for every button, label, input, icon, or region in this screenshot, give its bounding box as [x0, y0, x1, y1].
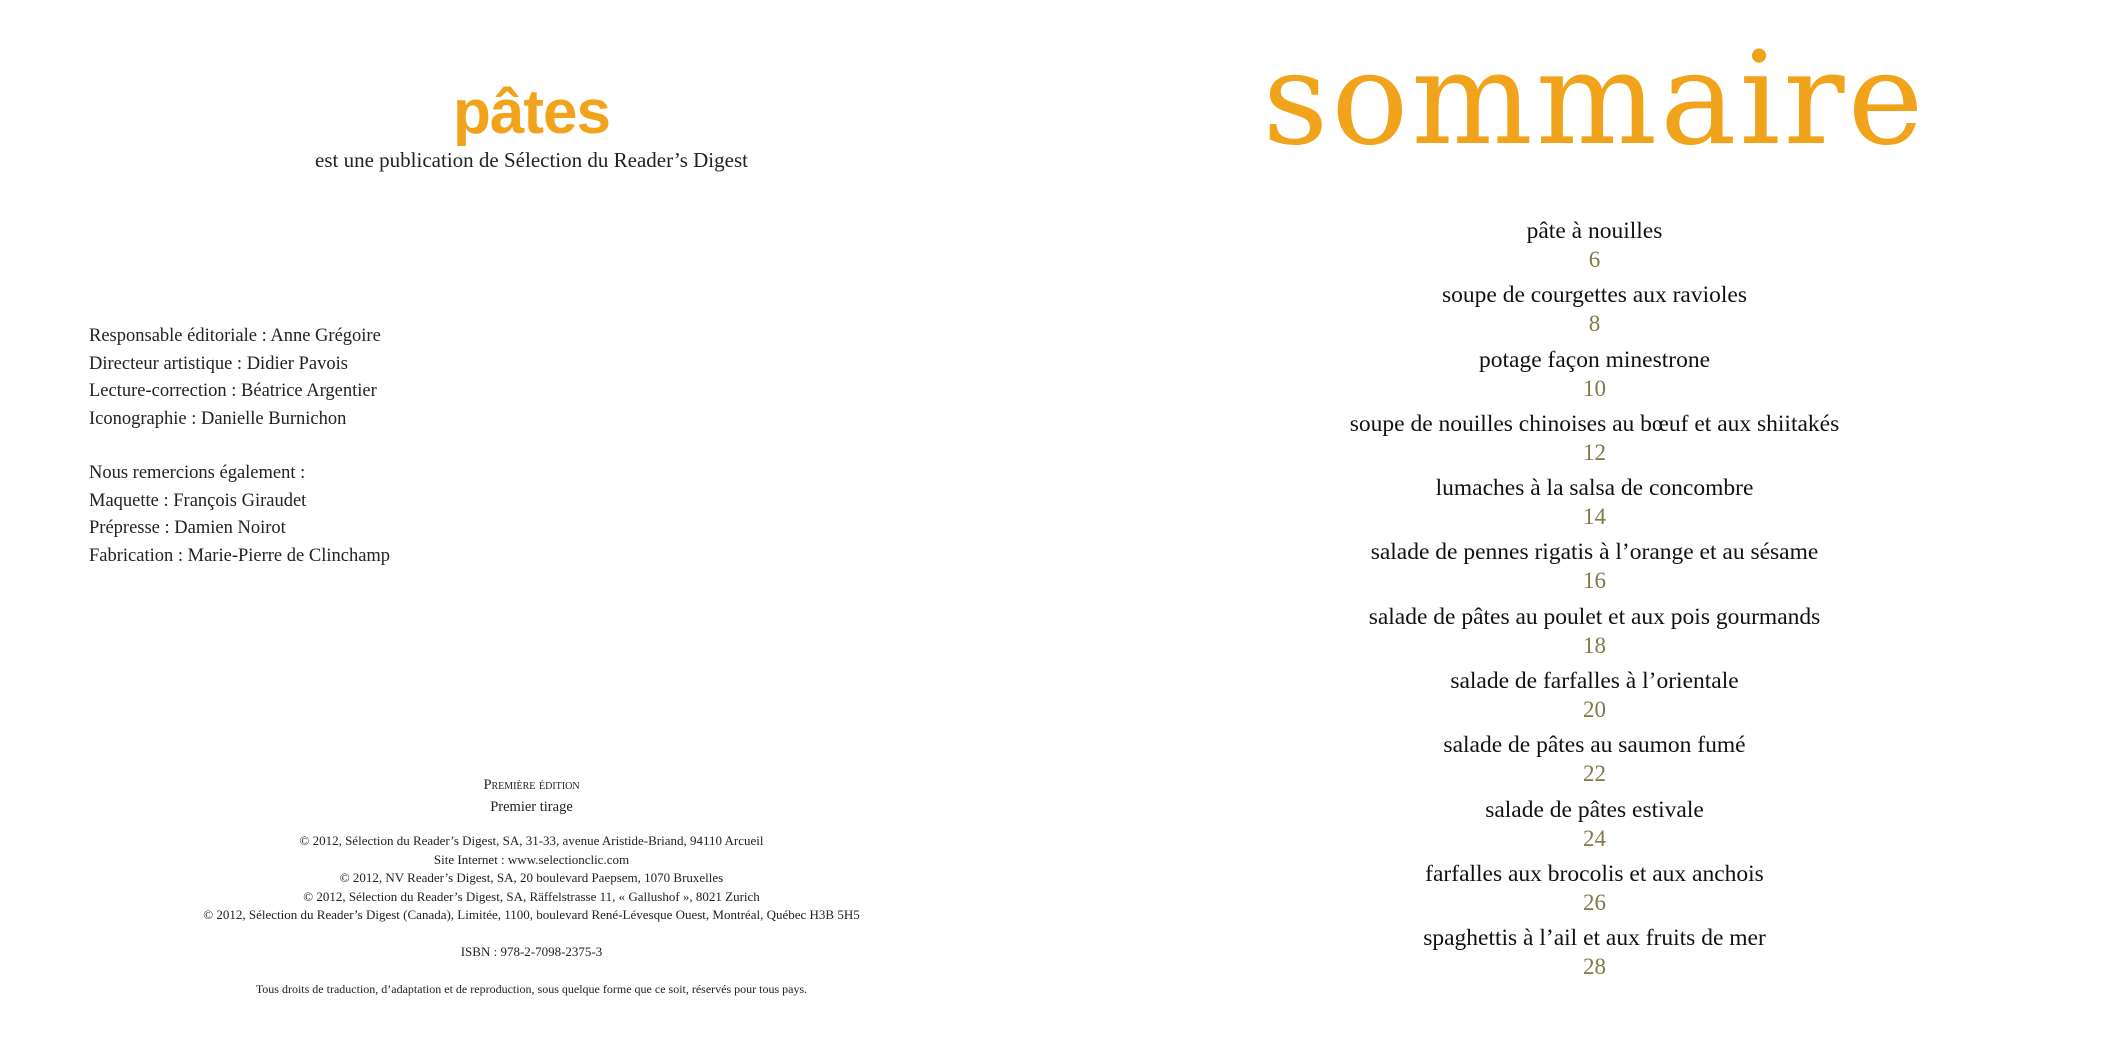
- credits-list: [89, 323, 390, 570]
- credits-spacer: [89, 433, 390, 460]
- toc-entry: [1063, 730, 2126, 794]
- toc-entry-title: salade de pâtes au poulet et aux pois gourmands: [1368, 603, 1821, 630]
- toc-entry-page: 16: [1583, 568, 1606, 594]
- printing-label: Premier tirage: [490, 799, 573, 815]
- credit-line: Directeur artistique : Didier Pavois: [89, 353, 348, 374]
- toc-entry-page: 26: [1583, 889, 1606, 915]
- toc-entry: [1063, 345, 2126, 409]
- toc-entry-page: 6: [1588, 247, 1601, 272]
- toc-entry-title: soupe de nouilles chinoises au bœuf et aux shiitakés: [1349, 410, 1840, 437]
- toc-entry-title: salade de pâtes estivale: [1485, 796, 1704, 823]
- toc-entry-title: lumaches à la salsa de concombre: [1435, 475, 1754, 502]
- toc-entry: [1063, 409, 2126, 473]
- credit-line: Lecture-correction : Béatrice Argentier: [89, 381, 377, 401]
- copyright-block: [0, 832, 1063, 925]
- book-title: pâtes: [453, 78, 610, 147]
- thanks-heading: Nous remercions également :: [89, 463, 306, 483]
- toc-entry: [1063, 473, 2126, 537]
- toc-entry: [1063, 923, 2126, 987]
- toc-entry-page: 22: [1583, 761, 1606, 787]
- toc-entry-title: spaghettis à l’ail et aux fruits de mer: [1423, 925, 1766, 952]
- toc-entry-title: soupe de courgettes aux ravioles: [1442, 282, 1747, 309]
- credit-line: Iconographie : Danielle Burnichon: [89, 408, 347, 429]
- toc-entry-page: 20: [1583, 697, 1606, 723]
- right-page: [1063, 0, 2126, 1063]
- toc-entry-title: potage façon minestrone: [1479, 346, 1710, 373]
- toc-entry-title: farfalles aux brocolis et aux anchois: [1425, 860, 1764, 887]
- toc-entry-title: pâte à nouilles: [1526, 218, 1663, 244]
- toc-entry-title: salade de pâtes au saumon fumé: [1443, 732, 1746, 759]
- copyright-line: © 2012, Sélection du Reader’s Digest, SA, 31-33, avenue Aristide-Briand, 94110 Arcueil: [299, 833, 764, 848]
- toc-entry-page: 24: [1583, 825, 1606, 851]
- toc-entry-title: salade de pennes rigatis à l’orange et au sésame: [1370, 539, 1819, 566]
- colophon: [0, 774, 1063, 997]
- credit-line: Prépresse : Damien Noirot: [89, 518, 286, 538]
- toc-entry: [1063, 280, 2126, 344]
- toc-entry-page: 14: [1583, 504, 1606, 530]
- toc-entry-page: 12: [1583, 439, 1606, 465]
- copyright-line: © 2012, Sélection du Reader’s Digest, SA, Räffelstrasse 11, « Gallushof », 8021 Zurich: [303, 888, 760, 904]
- toc-entry-page: 18: [1583, 632, 1606, 658]
- toc-entry-page: 10: [1583, 375, 1606, 401]
- credit-line: Maquette : François Giraudet: [89, 490, 307, 511]
- toc-entry: [1063, 537, 2126, 601]
- copyright-line: © 2012, NV Reader’s Digest, SA, 20 boulevard Paepsem, 1070 Bruxelles: [339, 870, 724, 885]
- toc-entry-title: salade de farfalles à l’orientale: [1450, 668, 1739, 695]
- publication-header: [0, 78, 1063, 173]
- toc-title: sommaire: [1262, 25, 1927, 174]
- edition-label: Première édition: [483, 777, 580, 793]
- website-line: Site Internet : www.selectionclic.com: [433, 851, 630, 867]
- table-of-contents: [1063, 216, 2126, 988]
- credit-line: Fabrication : Marie-Pierre de Clinchamp: [89, 545, 391, 566]
- credit-line: Responsable éditoriale : Anne Grégoire: [89, 326, 381, 346]
- toc-entry-page: 28: [1583, 954, 1606, 980]
- toc-entry: [1063, 666, 2126, 730]
- toc-entry: [1063, 602, 2126, 666]
- toc-entry: [1063, 216, 2126, 280]
- copyright-line: © 2012, Sélection du Reader’s Digest (Canada), Limitée, 1100, boulevard René-Lévesque Ouest, Montréal, Québec H3B 5H5: [203, 907, 860, 922]
- rights-notice: Tous droits de traduction, d’adaptation et de reproduction, sous quelque forme que ce soit, réservés pour tous pays.: [255, 981, 808, 996]
- publication-subtitle: est une publication de Sélection du Reader’s Digest: [315, 148, 748, 172]
- isbn: ISBN : 978-2-7098-2375-3: [460, 943, 603, 959]
- toc-entry: [1063, 795, 2126, 859]
- toc-entry-page: 8: [1588, 311, 1601, 337]
- toc-entry: [1063, 859, 2126, 923]
